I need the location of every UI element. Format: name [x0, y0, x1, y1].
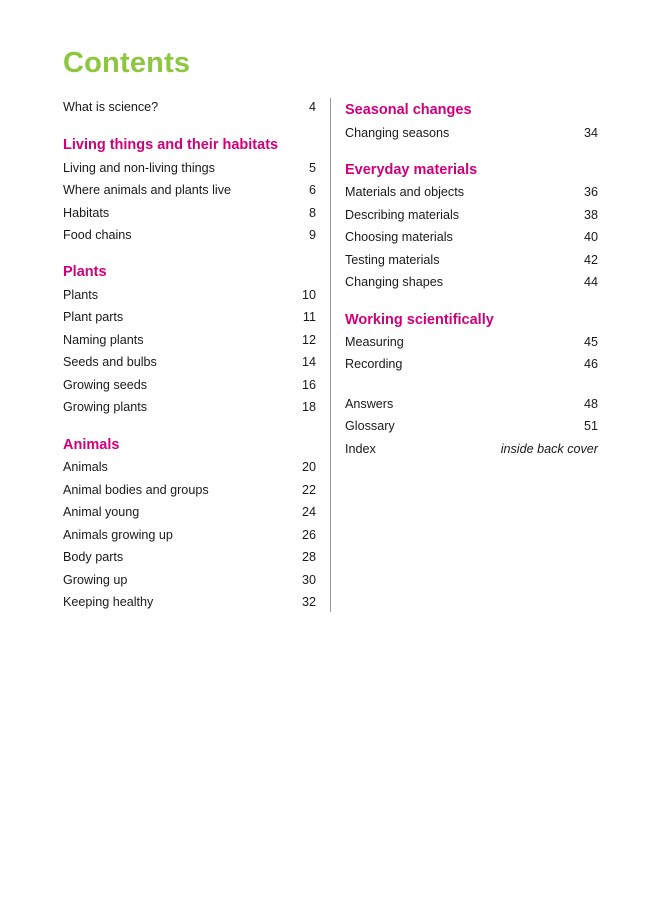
toc-entry-label: Seeds and bulbs	[63, 355, 157, 369]
toc-entry[interactable]	[63, 331, 316, 349]
toc-entry-page: 51	[583, 419, 598, 433]
toc-entry-label: Measuring	[345, 335, 404, 349]
toc-entry-page: 32	[301, 595, 316, 609]
toc-entry-page: 22	[301, 483, 316, 497]
toc-entry-page: 12	[301, 333, 316, 347]
toc-entry[interactable]	[63, 204, 316, 222]
toc-entry-page: 5	[308, 161, 316, 175]
section-heading-living-things: Living things and their habitats	[63, 137, 279, 153]
toc-entry-label: Plants	[63, 288, 99, 302]
toc-entry-label: Growing plants	[63, 400, 147, 414]
toc-entry-index[interactable]	[345, 440, 598, 458]
toc-entry-page: 20	[301, 460, 316, 474]
toc-entry-label: Living and non-living things	[63, 161, 215, 175]
toc-entry[interactable]	[63, 98, 316, 116]
toc-entry-page: 8	[308, 206, 316, 220]
section-heading-everyday-materials: Everyday materials	[345, 162, 478, 178]
toc-entry[interactable]	[63, 181, 316, 199]
toc-entry-label: Glossary	[345, 419, 395, 433]
toc-entry-page: 44	[583, 275, 598, 289]
toc-entry[interactable]	[345, 251, 598, 269]
toc-entry-label: Growing up	[63, 573, 128, 587]
toc-entry[interactable]	[63, 226, 316, 244]
toc-entry-page: 45	[583, 335, 598, 349]
toc-entry-label: Animals	[63, 460, 108, 474]
toc-entry[interactable]	[63, 353, 316, 371]
toc-entry-page: 34	[583, 126, 598, 140]
toc-entry[interactable]	[345, 124, 598, 142]
section-heading-seasonal-changes: Seasonal changes	[345, 102, 472, 118]
toc-entry-label: Recording	[345, 357, 403, 371]
toc-entry[interactable]	[63, 526, 316, 544]
toc-entry[interactable]	[345, 355, 598, 373]
toc-entry-label: Food chains	[63, 228, 132, 242]
toc-entry[interactable]	[63, 458, 316, 476]
toc-entry[interactable]	[63, 503, 316, 521]
toc-entry[interactable]	[63, 481, 316, 499]
toc-entry-page: 18	[301, 400, 316, 414]
toc-entry-answers[interactable]	[345, 395, 598, 413]
toc-entry-page: 28	[301, 550, 316, 564]
toc-entry-label: Describing materials	[345, 208, 460, 222]
toc-entry-label: Plant parts	[63, 310, 124, 324]
toc-entry[interactable]	[63, 548, 316, 566]
toc-entry[interactable]	[63, 159, 316, 177]
toc-entry-page: inside back cover	[500, 442, 598, 456]
toc-entry-glossary[interactable]	[345, 417, 598, 435]
toc-entry-page: 9	[308, 228, 316, 242]
toc-entry-label: Answers	[345, 397, 394, 411]
toc-entry[interactable]	[63, 286, 316, 304]
toc-entry-label: Testing materials	[345, 253, 440, 267]
toc-entry-label: Body parts	[63, 550, 124, 564]
toc-entry-page: 36	[583, 185, 598, 199]
toc-entry[interactable]	[345, 228, 598, 246]
toc-entry-label: Changing shapes	[345, 275, 444, 289]
toc-entry-label: Growing seeds	[63, 378, 147, 392]
toc-entry[interactable]	[345, 333, 598, 351]
toc-entry[interactable]	[63, 593, 316, 611]
toc-entry-page: 24	[301, 505, 316, 519]
toc-entry-page: 26	[301, 528, 316, 542]
section-heading-plants: Plants	[63, 264, 107, 280]
page-title: Contents	[63, 47, 191, 79]
toc-entry-label: Habitats	[63, 206, 110, 220]
toc-entry-label: Keeping healthy	[63, 595, 154, 609]
section-heading-working-scientifically: Working scientifically	[345, 312, 494, 328]
toc-entry-label: Choosing materials	[345, 230, 453, 244]
toc-entry-label: Naming plants	[63, 333, 144, 347]
toc-entry[interactable]	[63, 308, 316, 326]
toc-entry-label: Where animals and plants live	[63, 183, 231, 197]
toc-entry[interactable]	[63, 398, 316, 416]
toc-entry-page: 48	[583, 397, 598, 411]
toc-entry[interactable]	[63, 571, 316, 589]
toc-entry-page: 6	[308, 183, 316, 197]
toc-entry-page: 38	[583, 208, 598, 222]
toc-entry-label: Animals growing up	[63, 528, 173, 542]
toc-entry[interactable]	[63, 376, 316, 394]
toc-entry-page: 42	[583, 253, 598, 267]
toc-entry[interactable]	[345, 183, 598, 201]
toc-entry-page: 46	[583, 357, 598, 371]
toc-entry-page: 16	[301, 378, 316, 392]
section-heading-animals: Animals	[63, 437, 120, 453]
toc-entry-page: 14	[301, 355, 316, 369]
toc-entry-label: Animal young	[63, 505, 140, 519]
toc-entry[interactable]	[345, 273, 598, 291]
toc-entry-label: Materials and objects	[345, 185, 465, 199]
toc-entry-label: Animal bodies and groups	[63, 483, 209, 497]
toc-entry-page: 11	[302, 310, 316, 324]
toc-entry-label: Changing seasons	[345, 126, 450, 140]
toc-entry-page: 10	[301, 288, 316, 302]
toc-entry-label: What is science?	[63, 100, 159, 114]
toc-entry[interactable]	[345, 206, 598, 224]
toc-entry-page: 4	[308, 100, 316, 114]
column-divider	[330, 98, 331, 612]
toc-entry-page: 40	[583, 230, 598, 244]
toc-entry-label: Index	[345, 442, 376, 456]
toc-entry-page: 30	[301, 573, 316, 587]
